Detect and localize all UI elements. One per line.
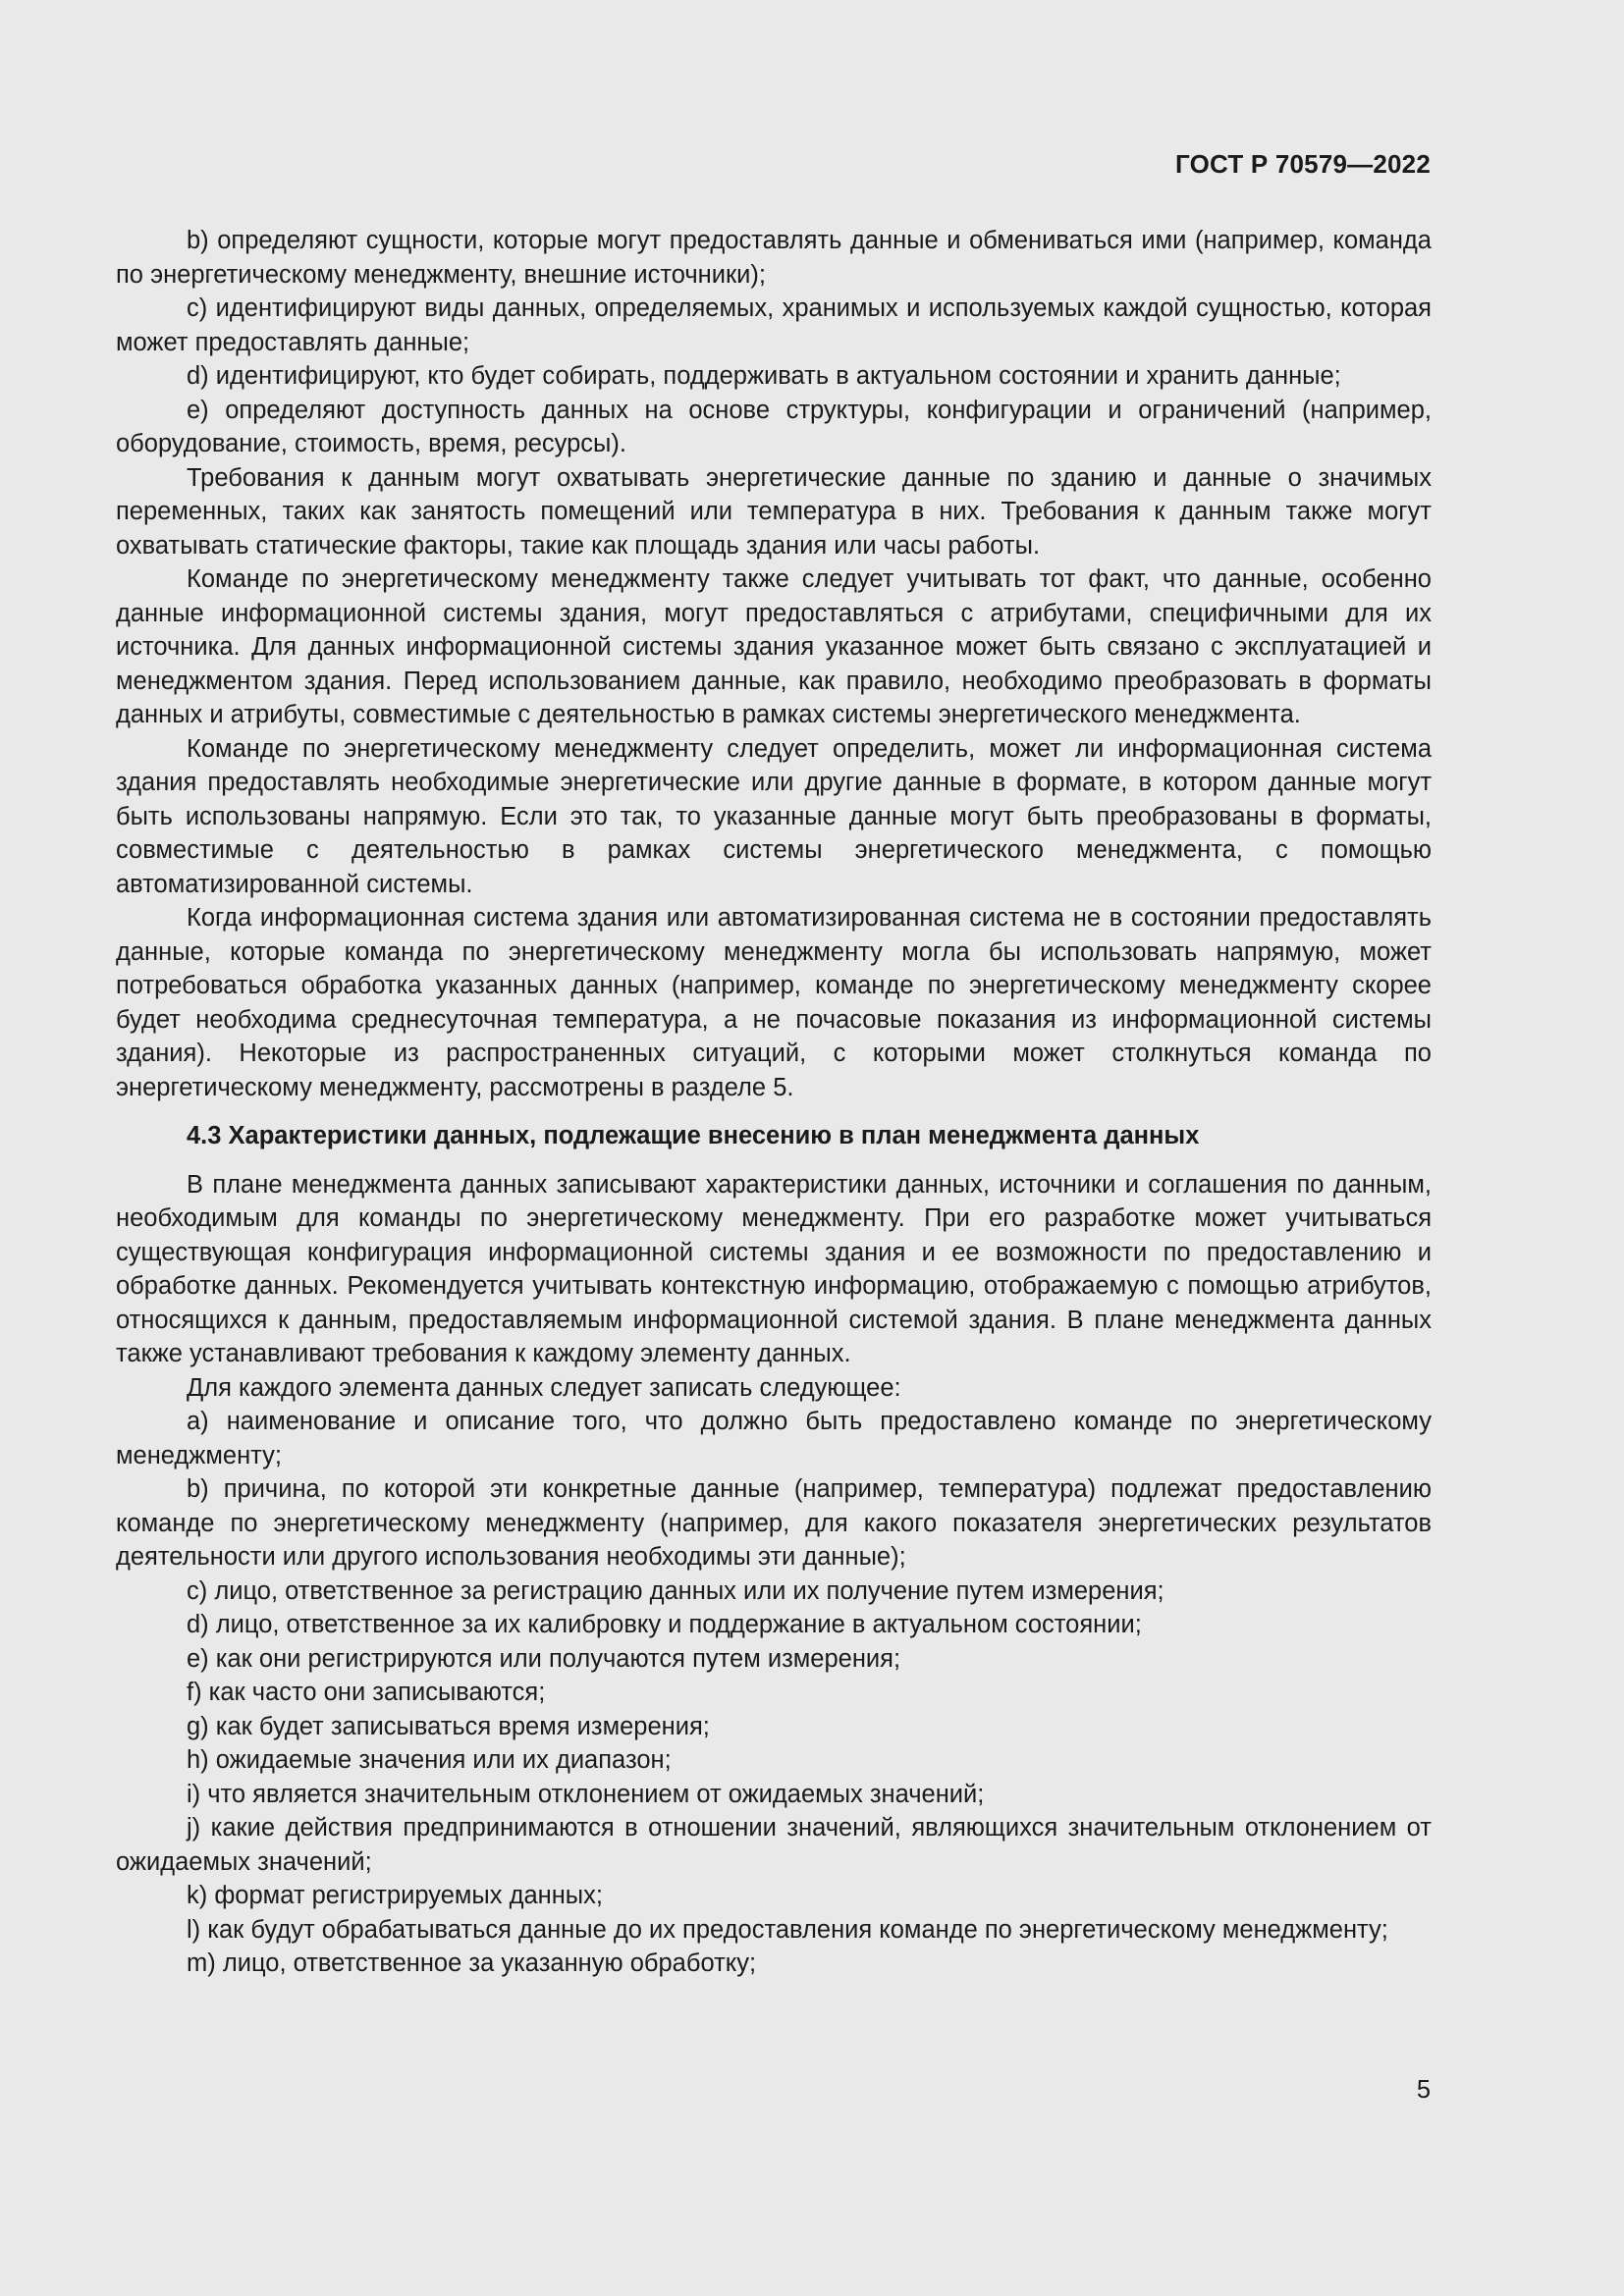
paragraph: Требования к данным могут охватывать энергетические данные по зданию и данные о значимых переменных, таких как занятость помещений или температура в них. Требования к данным также могут охватывать статические факторы, такие как площадь здания или часы работы.: [116, 463, 1432, 560]
section-heading-4-3: 4.3 Характеристики данных, подлежащие внесению в план менеджмента данных: [187, 1122, 1200, 1149]
paragraph: j) какие действия предпринимаются в отношении значений, являющихся значительным отклонением от ожидаемых значений;: [116, 1814, 1432, 1876]
document-body: [116, 224, 1432, 1981]
paragraph: f) как часто они записываются;: [187, 1679, 546, 1706]
paragraphs-before-section: [116, 224, 1432, 1104]
paragraph: m) лицо, ответственное за указанную обработку;: [187, 1949, 757, 1977]
paragraph: a) наименование и описание того, что должно быть предоставлено команде по энергетическому менеджменту;: [116, 1408, 1432, 1469]
page-number: 5: [1416, 2076, 1431, 2104]
paragraphs-after-section: [116, 1168, 1432, 1981]
paragraph: b) причина, по которой эти конкретные данные (например, температура) подлежат предоставлению команде по энергетическому менеджменту (например, для какого показателя энергетических результатов деятельности или другого использования необходимы эти данные);: [116, 1475, 1432, 1571]
paragraph: Для каждого элемента данных следует записать следующее:: [187, 1373, 901, 1402]
paragraph: l) как будут обрабатываться данные до их предоставления команде по энергетическому менеджменту;: [187, 1915, 1388, 1944]
paragraph: k) формат регистрируемых данных;: [187, 1882, 603, 1909]
paragraph: c) идентифицируют виды данных, определяемых, хранимых и используемых каждой сущностью, которая может предоставлять данные;: [116, 294, 1432, 356]
paragraph: d) лицо, ответственное за их калибровку и поддержание в актуальном состоянии;: [187, 1611, 1142, 1638]
paragraph: i) что является значительным отклонением от ожидаемых значений;: [187, 1780, 985, 1808]
paragraph: h) ожидаемые значения или их диапазон;: [187, 1746, 672, 1774]
paragraph: c) лицо, ответственное за регистрацию данных или их получение путем измерения;: [187, 1576, 1164, 1605]
paragraph: e) определяют доступность данных на основе структуры, конфигурации и ограничений (например, оборудование, стоимость, время, ресурсы).: [116, 396, 1432, 457]
paragraph: В плане менеджмента данных записывают характеристики данных, источники и соглашения по данным, необходимым для команды по энергетическому менеджменту. При его разработке может учитываться существующая конфигурация информационной системы здания и ее возможности по предоставлению и обработке данных. Рекомендуется учитывать контекстную информацию, отображаемую с помощью атрибутов, относящихся к данным, предоставляемым информационной системой здания. В плане менеджмента данных также устанавливают требования к каждому элементу данных.: [116, 1170, 1432, 1367]
paragraph: e) как они регистрируются или получаются путем измерения;: [187, 1644, 901, 1673]
paragraph: g) как будет записываться время измерения;: [187, 1712, 710, 1740]
paragraph: Когда информационная система здания или автоматизированная система не в состоянии предоставлять данные, которые команда по энергетическому менеджменту могла бы использовать напрямую, может потребоваться обработка указанных данных (например, команде по энергетическому менеджменту скорее будет необходима среднесуточная температура, а не почасовые показания из информационной системы здания). Некоторые из распространенных ситуаций, с которыми может столкнуться команда по энергетическому менеджменту, рассмотрены в разделе 5.: [116, 904, 1432, 1101]
paragraph: b) определяют сущности, которые могут предоставлять данные и обмениваться ими (например, команда по энергетическому менеджменту, внешние источники);: [116, 227, 1432, 289]
paragraph: Команде по энергетическому менеджменту также следует учитывать тот факт, что данные, особенно данные информационной системы здания, могут предоставляться с атрибутами, специфичными для их источника. Для данных информационной системы здания указанное может быть связано с эксплуатацией и менеджментом здания. Перед использованием данные, как правило, необходимо преобразовать в форматы данных и атрибуты, совместимые с деятельностью в рамках системы энергетического менеджмента.: [116, 565, 1432, 728]
document-id-header: ГОСТ Р 70579—2022: [1175, 149, 1431, 179]
paragraph: Команде по энергетическому менеджменту следует определить, может ли информационная система здания предоставлять необходимые энергетические или другие данные в формате, в котором данные могут быть использованы напрямую. Если это так, то указанные данные могут быть преобразованы в форматы, совместимые с деятельностью в рамках системы энергетического менеджмента, с помощью автоматизированной системы.: [116, 734, 1432, 898]
paragraph: d) идентифицируют, кто будет собирать, поддерживать в актуальном состоянии и хранить данные;: [187, 362, 1341, 390]
